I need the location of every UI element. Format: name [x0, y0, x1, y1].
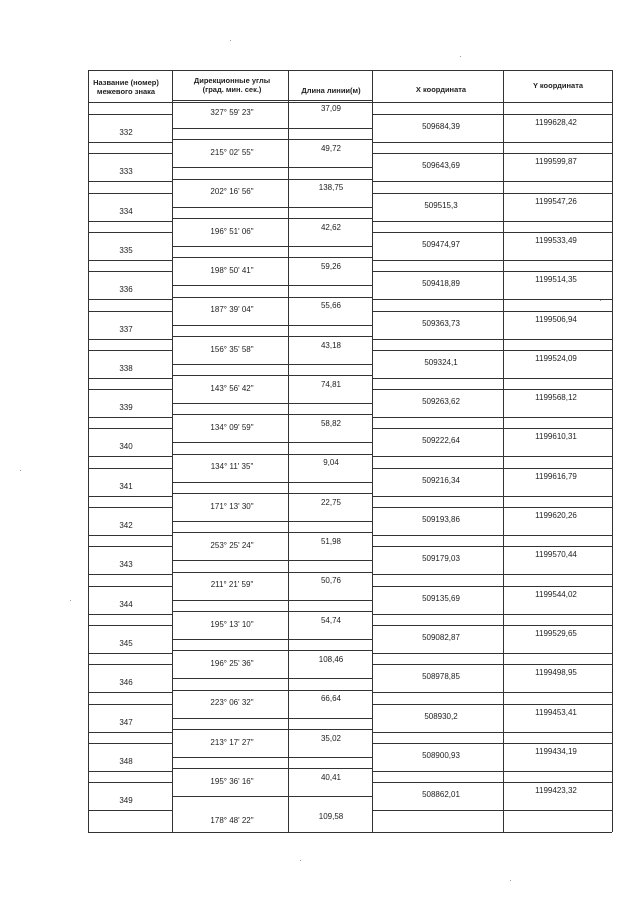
- segment-direction-angle: 134° 09' 59": [210, 423, 254, 433]
- segment-cell-line: [172, 718, 372, 719]
- header-divider: [88, 102, 612, 103]
- coord-cell-top-line: [372, 114, 612, 115]
- coord-cell-top-line: [372, 350, 612, 351]
- segment-cell-line: [172, 678, 372, 679]
- segment-line-length: 74,81: [320, 379, 342, 389]
- coord-cell-bottom-line: [372, 417, 612, 418]
- segment-cell-line-upper: [172, 257, 372, 258]
- point-y-coordinate: 1199620,26: [535, 511, 577, 520]
- point-name: 349: [119, 796, 133, 806]
- segment-cell-line: [172, 325, 372, 326]
- name-cell-bottom-line: [88, 142, 172, 143]
- segment-line-length: 43,18: [320, 340, 342, 350]
- segment-cell-line-upper: [172, 729, 372, 730]
- coord-cell-top-line: [372, 664, 612, 665]
- point-y-coordinate: 1199533,49: [535, 235, 577, 245]
- name-cell-bottom-line: [88, 692, 172, 693]
- segment-line-length: 108,46: [318, 654, 344, 664]
- segment-direction-angle: 211° 21' 59": [210, 580, 254, 590]
- point-x-coordinate: 509515,3: [424, 200, 458, 210]
- coord-cell-bottom-line: [372, 614, 612, 615]
- point-y-coordinate: 1199423,32: [535, 786, 577, 796]
- name-cell-top-line: [88, 782, 172, 783]
- table-border-top: [88, 70, 612, 71]
- segment-line-length: 40,41: [320, 772, 342, 782]
- point-name: 347: [119, 717, 133, 727]
- segment-cell-line-upper: [172, 336, 372, 337]
- segment-cell-line-upper: [172, 297, 372, 298]
- segment-cell-line: [172, 757, 372, 758]
- point-name: 343: [119, 560, 133, 570]
- segment-cell-line: [172, 521, 372, 522]
- point-x-coordinate: 509222,64: [422, 436, 460, 446]
- coord-cell-top-line: [372, 428, 612, 429]
- coord-cell-bottom-line: [372, 221, 612, 222]
- point-name: 337: [119, 324, 133, 334]
- coord-cell-top-line: [372, 271, 612, 272]
- coord-cell-bottom-line: [372, 496, 612, 497]
- column-border-5: [612, 70, 613, 832]
- name-cell-bottom-line: [88, 771, 172, 772]
- segment-cell-line-upper: [172, 414, 372, 415]
- name-cell-bottom-line: [88, 221, 172, 222]
- segment-line-length: 35,02: [320, 733, 342, 743]
- name-cell-top-line: [88, 428, 172, 429]
- point-x-coordinate: 509179,03: [422, 554, 460, 564]
- name-cell-top-line: [88, 704, 172, 705]
- point-x-coordinate: 508862,01: [422, 790, 460, 800]
- coord-cell-top-line: [372, 468, 612, 469]
- segment-line-length: 42,62: [320, 222, 342, 232]
- segment-cell-line: [172, 560, 372, 561]
- segment-cell-line: [172, 482, 372, 483]
- point-name: 334: [119, 206, 133, 216]
- segment-direction-angle: 178° 48' 22": [210, 816, 254, 826]
- segment-cell-line-upper: [172, 572, 372, 573]
- segment-direction-angle: 202° 16' 56": [210, 187, 254, 197]
- coord-cell-bottom-line: [372, 732, 612, 733]
- name-cell-bottom-line: [88, 496, 172, 497]
- segment-cell-line-upper: [172, 375, 372, 376]
- name-cell-bottom-line: [88, 378, 172, 379]
- name-cell-top-line: [88, 546, 172, 547]
- coord-cell-top-line: [372, 546, 612, 547]
- table-border-bottom: [88, 832, 612, 833]
- scan-speck: [510, 880, 511, 881]
- segment-line-length: 54,74: [320, 615, 342, 625]
- point-x-coordinate: 509082,87: [422, 632, 460, 642]
- name-cell-bottom-line: [88, 417, 172, 418]
- segment-cell-line: [172, 796, 372, 797]
- point-y-coordinate: 1199544,02: [535, 589, 577, 599]
- point-x-coordinate: 509324,1: [424, 357, 458, 367]
- point-y-coordinate: 1199568,12: [535, 393, 577, 403]
- point-name: 341: [119, 481, 133, 491]
- point-x-coordinate: 508930,2: [424, 711, 458, 721]
- segment-cell-line-upper: [172, 179, 372, 180]
- point-x-coordinate: 509263,62: [422, 397, 460, 407]
- segment-direction-angle: 195° 13' 10": [210, 619, 254, 629]
- segment-direction-angle: 156° 35' 58": [210, 344, 254, 354]
- point-x-coordinate: 508978,85: [422, 672, 460, 682]
- point-y-coordinate: 1199616,79: [535, 471, 577, 481]
- header-name-line2: межевого знака: [96, 87, 156, 96]
- coord-cell-bottom-line: [372, 574, 612, 575]
- coord-cell-top-line: [372, 153, 612, 154]
- scan-speck: [70, 600, 71, 601]
- point-name: 342: [119, 521, 133, 530]
- segment-direction-angle: 253° 25' 24": [210, 541, 254, 550]
- segment-cell-line-upper: [172, 690, 372, 691]
- name-cell-top-line: [88, 389, 172, 390]
- segment-cell-line-upper: [172, 768, 372, 769]
- point-name: 335: [119, 245, 133, 255]
- coord-cell-bottom-line: [372, 535, 612, 536]
- coord-cell-bottom-line: [372, 653, 612, 654]
- header-angle-line1: Дирекционные углы: [193, 76, 271, 85]
- point-x-coordinate: 509363,73: [422, 318, 460, 328]
- segment-cell-line: [172, 600, 372, 601]
- point-name: 345: [119, 638, 133, 648]
- segment-line-length: 37,09: [320, 104, 342, 113]
- point-x-coordinate: 509474,97: [422, 239, 460, 249]
- segment-cell-line-upper: [172, 218, 372, 219]
- name-cell-bottom-line: [88, 456, 172, 457]
- name-cell-top-line: [88, 311, 172, 312]
- header-angle-line2: (град. мин. сек.): [202, 85, 262, 94]
- point-y-coordinate: 1199628,42: [535, 118, 577, 127]
- name-cell-top-line: [88, 743, 172, 744]
- point-y-coordinate: 1199570,44: [535, 550, 577, 560]
- point-x-coordinate: 508900,93: [422, 750, 460, 760]
- scan-speck: [300, 860, 301, 861]
- name-cell-top-line: [88, 350, 172, 351]
- coord-cell-top-line: [372, 507, 612, 508]
- name-cell-bottom-line: [88, 614, 172, 615]
- segment-cell-line: [172, 167, 372, 168]
- point-x-coordinate: 509135,69: [422, 593, 460, 603]
- point-y-coordinate: 1199524,09: [535, 353, 577, 363]
- coord-cell-bottom-line: [372, 378, 612, 379]
- point-name: 333: [119, 167, 133, 177]
- segment-cell-line-upper: [172, 611, 372, 612]
- coord-cell-bottom-line: [372, 142, 612, 143]
- point-name: 338: [119, 363, 133, 373]
- point-name: 344: [119, 599, 133, 609]
- name-cell-bottom-line: [88, 653, 172, 654]
- point-name: 339: [119, 403, 133, 413]
- segment-direction-angle: 327° 59' 23": [210, 108, 254, 117]
- segment-direction-angle: 215° 02' 55": [210, 148, 254, 157]
- segment-line-length: 51,98: [320, 537, 342, 546]
- segment-line-length: 55,66: [320, 301, 342, 311]
- column-border-3: [372, 70, 373, 832]
- segment-cell-line: [172, 207, 372, 208]
- coord-cell-bottom-line: [372, 260, 612, 261]
- segment-cell-line-upper: [172, 139, 372, 140]
- coord-cell-top-line: [372, 311, 612, 312]
- point-x-coordinate: 509684,39: [422, 122, 460, 131]
- segment-cell-line-upper: [172, 100, 372, 101]
- name-cell-top-line: [88, 232, 172, 233]
- name-cell-top-line: [88, 507, 172, 508]
- header-name-line1: Название (номер): [93, 78, 159, 87]
- segment-direction-angle: 213° 17' 27": [210, 737, 254, 747]
- point-x-coordinate: 509418,89: [422, 279, 460, 289]
- point-y-coordinate: 1199514,35: [535, 275, 577, 285]
- point-name: 336: [119, 285, 133, 295]
- header-x: X координата: [415, 85, 467, 94]
- segment-direction-angle: 143° 56' 42": [210, 383, 254, 393]
- name-cell-top-line: [88, 153, 172, 154]
- column-border-0: [88, 70, 89, 832]
- segment-line-length: 66,64: [320, 694, 342, 704]
- coord-cell-bottom-line: [372, 339, 612, 340]
- name-cell-top-line: [88, 193, 172, 194]
- segment-cell-line: [172, 364, 372, 365]
- coord-cell-bottom-line: [372, 810, 612, 811]
- scan-speck: [600, 300, 601, 301]
- name-cell-top-line: [88, 586, 172, 587]
- segment-direction-angle: 223° 06' 32": [210, 698, 254, 708]
- point-name: 346: [119, 678, 133, 688]
- coord-cell-bottom-line: [372, 692, 612, 693]
- point-x-coordinate: 509643,69: [422, 161, 460, 171]
- point-name: 348: [119, 756, 133, 766]
- point-x-coordinate: 509193,86: [422, 515, 460, 524]
- point-y-coordinate: 1199547,26: [535, 196, 577, 206]
- scan-speck: [20, 470, 21, 471]
- point-y-coordinate: 1199498,95: [535, 668, 577, 678]
- segment-cell-line-upper: [172, 532, 372, 533]
- name-cell-bottom-line: [88, 810, 172, 811]
- header-y: Y координата: [532, 81, 584, 90]
- segment-direction-angle: 187° 39' 04": [210, 305, 254, 315]
- name-cell-top-line: [88, 271, 172, 272]
- header-length: Длина линии(м): [301, 86, 361, 95]
- segment-line-length: 109,58: [318, 812, 344, 822]
- segment-cell-line-upper: [172, 454, 372, 455]
- coord-cell-top-line: [372, 232, 612, 233]
- point-y-coordinate: 1199610,31: [535, 432, 577, 442]
- segment-line-length: 59,26: [320, 261, 342, 271]
- name-cell-bottom-line: [88, 574, 172, 575]
- name-cell-top-line: [88, 625, 172, 626]
- coord-cell-top-line: [372, 704, 612, 705]
- segment-direction-angle: 134° 11' 35": [210, 462, 254, 472]
- segment-line-length: 58,82: [320, 419, 342, 429]
- coord-cell-bottom-line: [372, 456, 612, 457]
- header-angle: [178, 76, 286, 94]
- point-name: 340: [119, 442, 133, 452]
- segment-line-length: 49,72: [320, 144, 342, 153]
- segment-cell-line: [172, 442, 372, 443]
- segment-cell-line: [172, 246, 372, 247]
- point-name: 332: [119, 128, 133, 137]
- coord-cell-top-line: [372, 743, 612, 744]
- segment-cell-line: [172, 128, 372, 129]
- segment-line-length: 138,75: [318, 183, 344, 193]
- name-cell-bottom-line: [88, 299, 172, 300]
- segment-cell-line: [172, 639, 372, 640]
- segment-direction-angle: 171° 13' 30": [210, 501, 254, 511]
- point-y-coordinate: 1199529,65: [535, 628, 577, 638]
- point-y-coordinate: 1199434,19: [535, 746, 577, 756]
- scan-speck: [230, 40, 231, 41]
- segment-direction-angle: 195° 36' 16": [210, 776, 254, 786]
- coord-cell-top-line: [372, 586, 612, 587]
- scan-speck: [460, 56, 461, 57]
- segment-line-length: 22,75: [320, 497, 342, 507]
- segment-cell-line-upper: [172, 493, 372, 494]
- name-cell-bottom-line: [88, 181, 172, 182]
- name-cell-top-line: [88, 114, 172, 115]
- segment-direction-angle: 198° 50' 41": [210, 265, 254, 275]
- point-y-coordinate: 1199599,87: [535, 157, 577, 167]
- name-cell-top-line: [88, 468, 172, 469]
- name-cell-top-line: [88, 664, 172, 665]
- point-y-coordinate: 1199453,41: [535, 707, 577, 717]
- segment-cell-line-upper: [172, 650, 372, 651]
- column-border-4: [503, 70, 504, 832]
- segment-cell-line: [172, 403, 372, 404]
- segment-direction-angle: 196° 25' 36": [210, 658, 254, 668]
- name-cell-bottom-line: [88, 260, 172, 261]
- coord-cell-bottom-line: [372, 771, 612, 772]
- segment-line-length: 50,76: [320, 576, 342, 586]
- coord-cell-bottom-line: [372, 181, 612, 182]
- coord-cell-top-line: [372, 193, 612, 194]
- point-x-coordinate: 509216,34: [422, 475, 460, 485]
- segment-line-length: 9,04: [323, 458, 339, 468]
- segment-cell-line: [172, 285, 372, 286]
- name-cell-bottom-line: [88, 732, 172, 733]
- coord-cell-top-line: [372, 625, 612, 626]
- segment-direction-angle: 196° 51' 06": [210, 226, 254, 236]
- coord-cell-top-line: [372, 782, 612, 783]
- name-cell-bottom-line: [88, 339, 172, 340]
- header-name: [80, 78, 172, 96]
- coord-cell-bottom-line: [372, 299, 612, 300]
- coord-cell-top-line: [372, 389, 612, 390]
- point-y-coordinate: 1199506,94: [535, 314, 577, 324]
- name-cell-bottom-line: [88, 535, 172, 536]
